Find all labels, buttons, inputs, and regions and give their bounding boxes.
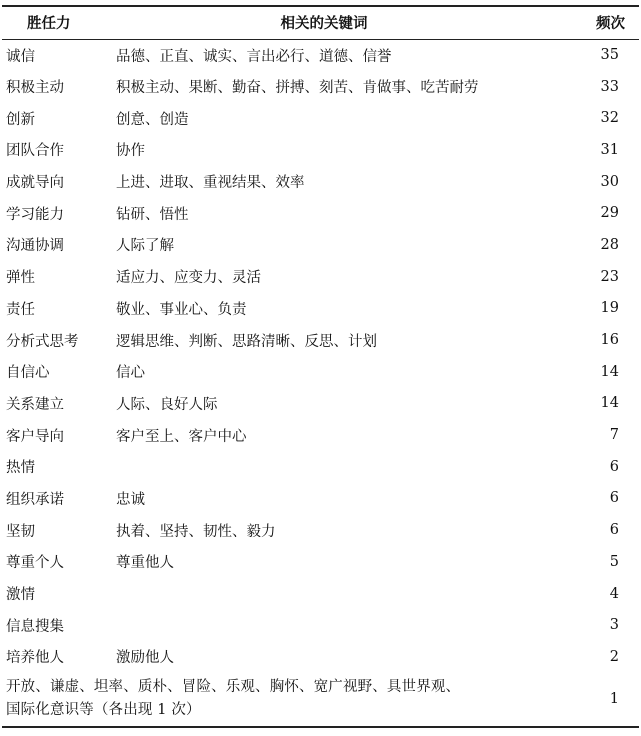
competency-cell: 团队合作 [6, 143, 64, 160]
frequency-cell: 23 [600, 268, 619, 285]
frequency-cell: 31 [600, 141, 619, 158]
table-row [2, 578, 639, 610]
keywords-cell [106, 451, 582, 483]
frequency-cell: 35 [600, 47, 619, 64]
table-row [2, 483, 639, 515]
header-frequency: 频次 [582, 6, 639, 39]
keywords-cell: 客户至上、客户中心 [116, 428, 247, 445]
keywords-cell: 适应力、应变力、灵活 [116, 270, 261, 287]
competency-table [2, 5, 639, 728]
table-row [2, 546, 639, 578]
competency-cell: 激情 [6, 587, 35, 604]
header-keywords: 相关的关键词 [106, 6, 582, 39]
competency-cell: 分析式思考 [6, 333, 79, 350]
merged-competencies-cell [2, 673, 582, 727]
keywords-cell: 尊重他人 [116, 555, 174, 572]
keywords-cell [106, 609, 582, 641]
table-row [2, 641, 639, 673]
competency-cell: 组织承诺 [6, 491, 64, 508]
table-row [2, 39, 639, 71]
competency-cell: 积极主动 [6, 80, 64, 97]
frequency-cell: 16 [600, 332, 619, 349]
competency-cell: 诚信 [6, 48, 35, 65]
table-row [2, 356, 639, 388]
keywords-cell: 上进、进取、重视结果、效率 [116, 175, 305, 192]
competency-cell: 尊重个人 [6, 555, 64, 572]
keywords-cell: 人际了解 [116, 238, 174, 255]
keywords-cell: 钻研、悟性 [116, 206, 189, 223]
keywords-cell: 激励他人 [116, 650, 174, 667]
frequency-cell: 5 [609, 553, 619, 570]
keywords-cell: 创意、创造 [116, 111, 189, 128]
frequency-cell: 30 [600, 173, 619, 190]
table-row [2, 134, 639, 166]
competency-cell: 客户导向 [6, 428, 64, 445]
competency-cell: 创新 [6, 111, 35, 128]
competency-cell: 培养他人 [6, 650, 64, 667]
keywords-cell: 积极主动、果断、勤奋、拼搏、刻苦、肯做事、吃苦耐劳 [116, 80, 479, 97]
competency-cell: 成就导向 [6, 175, 64, 192]
keywords-cell: 人际、良好人际 [116, 396, 218, 413]
competency-cell: 学习能力 [6, 206, 64, 223]
merged-text-line-2: 国际化意识等（各出现 1 次） [6, 702, 201, 719]
competency-cell: 信息搜集 [6, 618, 64, 635]
competency-cell: 关系建立 [6, 396, 64, 413]
table-row [2, 293, 639, 325]
competency-cell: 自信心 [6, 365, 50, 382]
frequency-cell: 7 [609, 427, 619, 444]
frequency-cell: 6 [609, 458, 619, 475]
table-row [2, 451, 639, 483]
keywords-cell: 品德、正直、诚实、言出必行、道德、信誉 [116, 48, 392, 65]
frequency-cell: 6 [609, 490, 619, 507]
keywords-cell: 执着、坚持、韧性、毅力 [116, 523, 276, 540]
table-body [2, 39, 639, 727]
competency-cell: 沟通协调 [6, 238, 64, 255]
table-row [2, 324, 639, 356]
table-row [2, 197, 639, 229]
table-row [2, 514, 639, 546]
table-row [2, 261, 639, 293]
table-row-last [2, 673, 639, 727]
frequency-cell: 3 [609, 617, 619, 634]
keywords-cell: 信心 [116, 365, 145, 382]
frequency-cell: 32 [600, 110, 619, 127]
keywords-cell: 协作 [116, 143, 145, 160]
competency-cell: 责任 [6, 301, 35, 318]
frequency-cell: 2 [609, 648, 619, 665]
keywords-cell: 敬业、事业心、负责 [116, 301, 247, 318]
frequency-cell: 14 [600, 363, 619, 380]
frequency-cell: 1 [582, 673, 639, 727]
frequency-cell: 19 [600, 300, 619, 317]
competency-cell: 坚韧 [6, 523, 35, 540]
header-row [2, 6, 639, 39]
competency-cell: 弹性 [6, 270, 35, 287]
merged-text-line-1: 开放、谦虚、坦率、质朴、冒险、乐观、胸怀、宽广视野、具世界观、 [6, 679, 461, 696]
table-header [2, 6, 639, 39]
keywords-cell: 逻辑思维、判断、思路清晰、反思、计划 [116, 333, 377, 350]
competency-cell: 热情 [6, 460, 35, 477]
keywords-cell [106, 578, 582, 610]
frequency-cell: 6 [609, 522, 619, 539]
frequency-cell: 4 [609, 585, 619, 602]
table-row [2, 71, 639, 103]
table-row [2, 229, 639, 261]
frequency-cell: 14 [600, 395, 619, 412]
table-row [2, 166, 639, 198]
table-row [2, 388, 639, 420]
table-row [2, 419, 639, 451]
frequency-cell: 29 [600, 205, 619, 222]
keywords-cell: 忠诚 [116, 491, 145, 508]
table-row [2, 102, 639, 134]
frequency-cell: 33 [600, 78, 619, 95]
table-row [2, 609, 639, 641]
header-competency: 胜任力 [2, 6, 106, 39]
frequency-cell: 28 [600, 236, 619, 253]
